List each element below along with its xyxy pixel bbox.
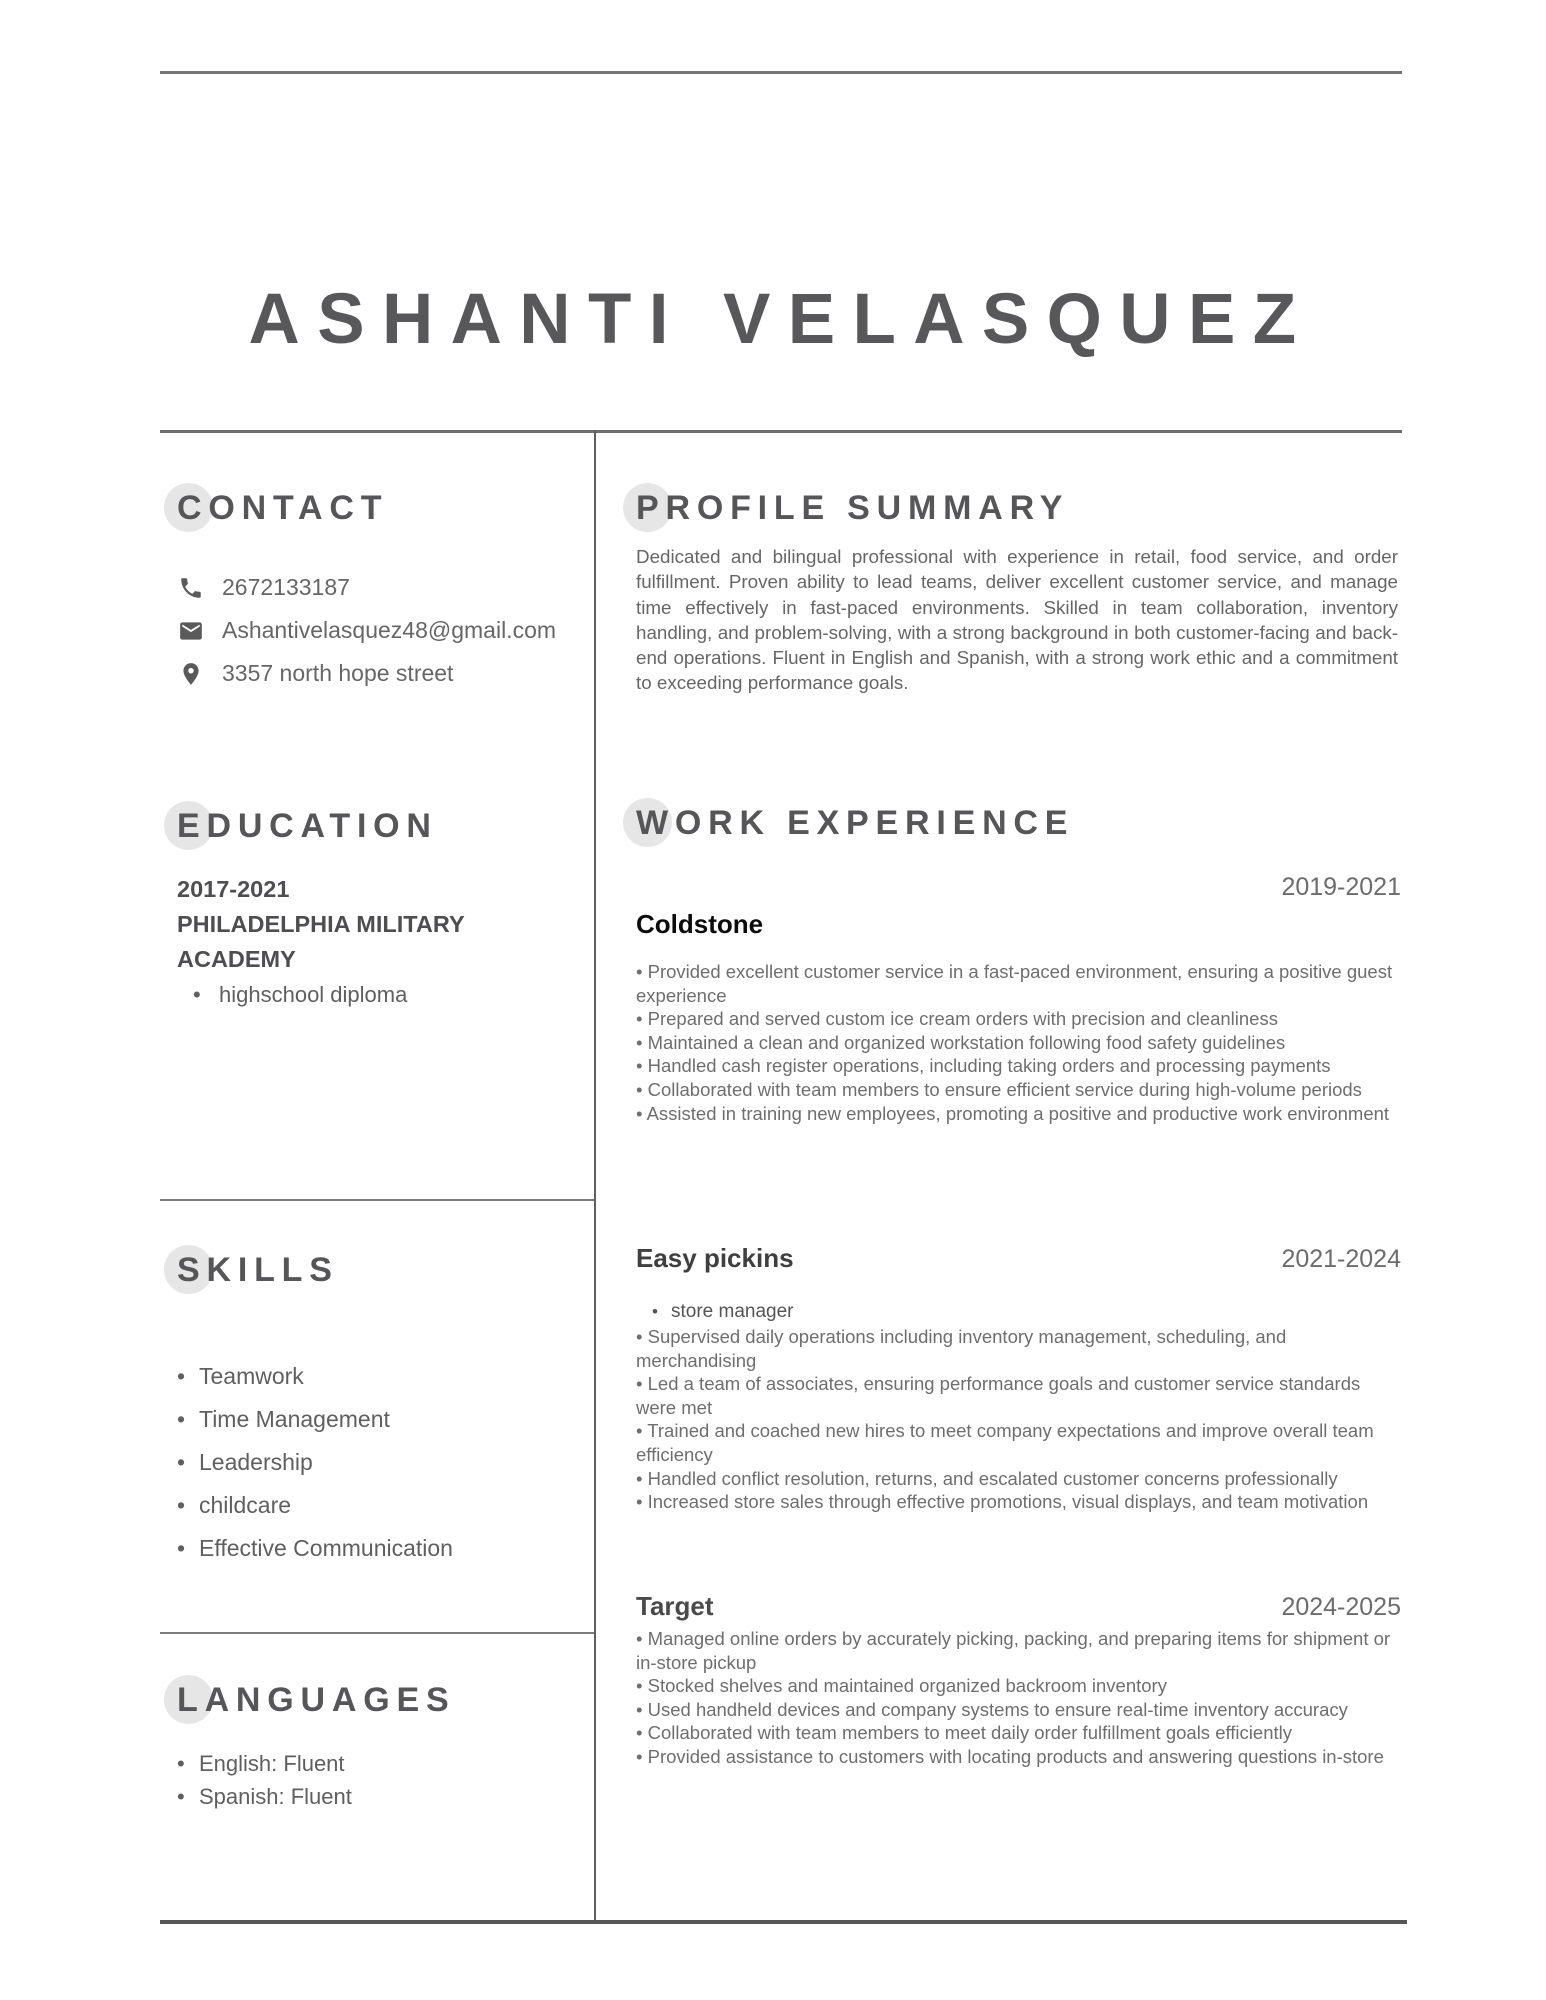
job-dates: 2019-2021 — [1281, 873, 1401, 901]
profile-summary-text: Dedicated and bilingual professional with experience in retail, food service, and order fulfillment. Proven ability to lead teams, deliver excellent customer service, and manage time effectively in fast-paced environments. Skilled in team collaboration, inventory handling, and problem-solving, with a strong background in both customer-facing and back-end operations. Fluent in English and Spanish, with a strong work ethic and a commitment to exceeding performance goals. — [636, 546, 1398, 694]
education-school: PHILADELPHIA MILITARY ACADEMY — [177, 911, 465, 972]
list-item-label: Time Management — [199, 1406, 390, 1432]
education-bullet-list — [193, 977, 547, 1013]
skills-list — [177, 1355, 453, 1570]
bullet-dot: • — [177, 1783, 185, 1809]
contact-list — [178, 566, 578, 695]
contact-item — [178, 609, 578, 652]
bullet-dot: • — [652, 1302, 658, 1321]
job-bullet-list — [636, 1325, 1401, 1514]
job-bullet: • Used handheld devices and company systems to ensure real-time inventory accuracy — [636, 1698, 1348, 1720]
bottom-rule — [160, 1920, 1407, 1924]
job-bullet: • Handled cash register operations, including taking orders and processing payments — [636, 1055, 1331, 1077]
job-bullet: • Trained and coached new hires to meet company expectations and improve overall team efficiency — [636, 1420, 1374, 1465]
list-item-label: English: Fluent — [199, 1750, 345, 1776]
bullet-dot: • — [177, 1750, 185, 1776]
bullet-dot: • — [177, 1492, 186, 1518]
bullet-dot: • — [193, 982, 201, 1007]
email-icon — [178, 618, 204, 644]
education-heading: EDUCATION — [177, 804, 438, 848]
languages-list — [177, 1747, 352, 1813]
location-icon — [178, 661, 204, 687]
job-header — [636, 1242, 1401, 1275]
job-bullet-list — [636, 1627, 1401, 1769]
job-bullet: • Provided excellent customer service in a fast-paced environment, ensuring a positive guest experience — [636, 961, 1393, 1006]
job-dates: 2024-2025 — [1281, 1593, 1401, 1621]
job-bullet: • Prepared and served custom ice cream orders with precision and cleanliness — [636, 1008, 1278, 1030]
bullet-dot: • — [177, 1406, 186, 1432]
header-rule — [160, 430, 1402, 433]
contact-item — [178, 652, 578, 695]
list-item — [177, 1527, 453, 1570]
education-years: 2017-2021 — [177, 876, 290, 902]
job-bullet: • Assisted in training new employees, promoting a positive and productive work environment — [636, 1102, 1390, 1124]
skills-heading: SKILLS — [177, 1248, 339, 1292]
contact-item-text: Ashantivelasquez48@gmail.com — [222, 617, 557, 643]
list-item-label: Leadership — [199, 1449, 313, 1475]
job-bullet-list — [636, 960, 1401, 1125]
profile-summary-heading: PROFILE SUMMARY — [636, 486, 1069, 530]
job-entry — [636, 1242, 1401, 1514]
contact-item — [178, 566, 578, 609]
list-item — [177, 1441, 453, 1484]
job-bullet: • Collaborated with team members to meet daily order fulfillment goals efficiently — [636, 1722, 1292, 1744]
list-item — [177, 1780, 352, 1813]
job-bullet: • Supervised daily operations including inventory management, scheduling, and merchandising — [636, 1326, 1287, 1371]
column-divider — [594, 430, 596, 1922]
contact-item-text: 2672133187 — [222, 574, 350, 600]
job-company: Target — [636, 1591, 714, 1621]
skills-section-rule — [160, 1199, 594, 1201]
bullet-dot: • — [177, 1535, 186, 1561]
top-rule — [160, 71, 1402, 74]
job-bullet: • Led a team of associates, ensuring performance goals and customer service standards were met — [636, 1373, 1361, 1418]
list-item-label: Spanish: Fluent — [199, 1783, 352, 1809]
person-name: ASHANTI VELASQUEZ — [248, 280, 1314, 359]
job-entry — [636, 1590, 1401, 1769]
job-bullet: • Increased store sales through effective promotions, visual displays, and team motivation — [636, 1491, 1369, 1513]
list-item-label: highschool diploma — [219, 982, 408, 1007]
education-entry — [177, 872, 547, 1013]
list-item — [177, 1355, 453, 1398]
phone-icon — [178, 575, 204, 601]
list-item — [177, 1484, 453, 1527]
job-bullet: • Collaborated with team members to ensure efficient service during high-volume periods — [636, 1078, 1362, 1100]
list-item — [177, 1398, 453, 1441]
job-bullet: • Handled conflict resolution, returns, and escalated customer concerns professionally — [636, 1467, 1338, 1489]
list-item — [177, 1747, 352, 1780]
list-item — [193, 977, 547, 1013]
job-entry — [636, 872, 1401, 1125]
languages-heading: LANGUAGES — [177, 1678, 455, 1722]
contact-heading: CONTACT — [177, 486, 388, 530]
list-item-label: childcare — [199, 1492, 292, 1518]
job-dates: 2021-2024 — [1281, 1245, 1401, 1273]
job-bullet: • Managed online orders by accurately picking, packing, and preparing items for shipment or in-store pickup — [636, 1628, 1391, 1673]
job-bullet: • Maintained a clean and organized workstation following food safety guidelines — [636, 1031, 1286, 1053]
job-company: Coldstone — [636, 909, 764, 939]
job-bullet: • Stocked shelves and maintained organized backroom inventory — [636, 1675, 1167, 1697]
list-item-label: Teamwork — [199, 1363, 304, 1389]
job-role-text: store manager — [671, 1301, 794, 1322]
bullet-dot: • — [177, 1363, 186, 1389]
languages-section-rule — [160, 1632, 594, 1634]
job-header — [636, 1590, 1401, 1623]
bullet-dot: • — [177, 1449, 186, 1475]
list-item-label: Effective Communication — [199, 1535, 453, 1561]
job-role — [636, 1301, 1401, 1323]
work-experience-heading: WORK EXPERIENCE — [636, 801, 1074, 845]
job-bullet: • Provided assistance to customers with locating products and answering questions in-store — [636, 1745, 1384, 1767]
contact-item-text: 3357 north hope street — [222, 660, 454, 686]
job-company: Easy pickins — [636, 1243, 794, 1273]
